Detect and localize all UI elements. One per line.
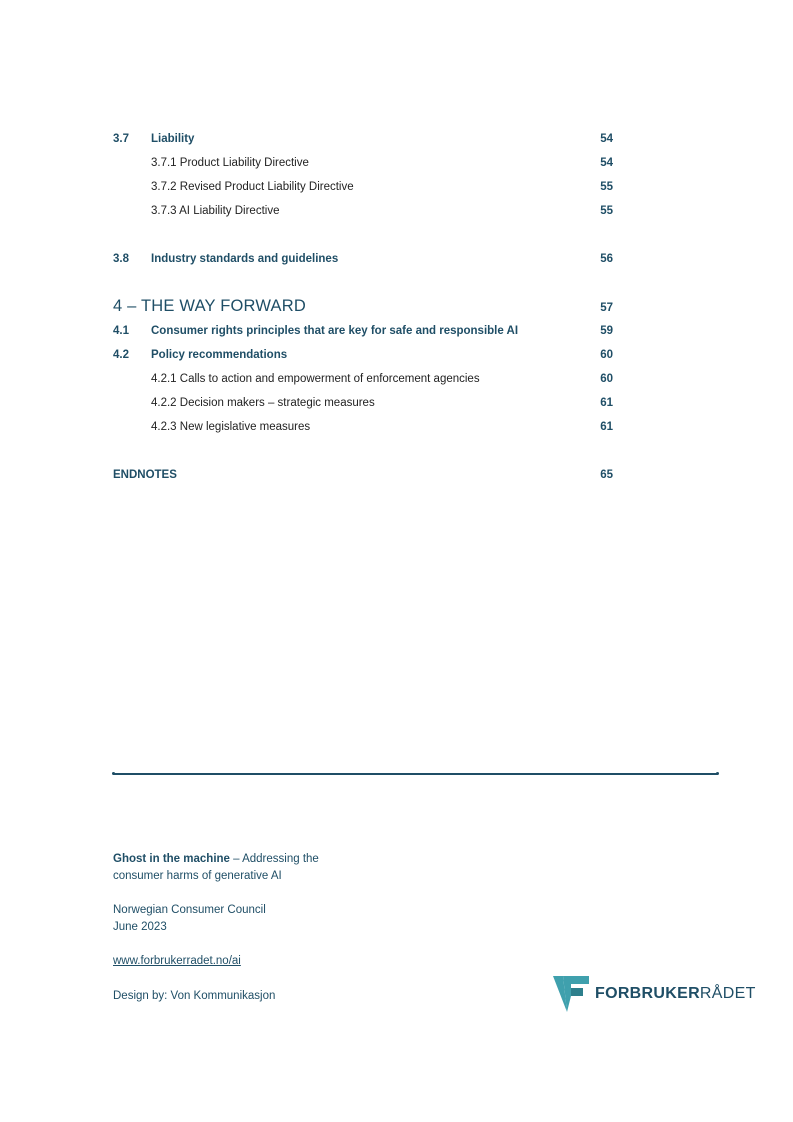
toc-label: 3.7.1 Product Liability Directive [151,157,309,169]
forbrukerradet-logo [553,974,756,1014]
toc-entry-3-7-1[interactable] [113,155,613,171]
logo-word-light: RÅDET [699,985,756,1002]
toc-label: Industry standards and guidelines [151,253,339,265]
toc-entry-4-2-3[interactable] [113,419,613,435]
toc-entry-4-2-2[interactable] [113,395,613,411]
toc-label: ENDNOTES [113,469,177,481]
toc-page: 65 [600,469,613,481]
toc-page: 56 [600,253,613,265]
toc-page: 55 [600,181,613,193]
toc-entry-4-1[interactable] [113,323,613,339]
logo-wordmark [595,985,756,1003]
toc-label: 4.2.3 New legislative measures [151,421,311,433]
toc-page: 60 [600,373,613,385]
toc-entry-3-7[interactable] [113,131,613,147]
toc-number: 3.8 [113,253,129,265]
toc-label: 3.7.2 Revised Product Liability Directive [151,181,354,193]
website-link[interactable]: www.forbrukerradet.no/ai [113,955,241,967]
toc-chapter-4[interactable] [113,295,613,317]
toc-number: 4.1 [113,325,129,337]
report-title-rest: – Addressing the [229,853,319,865]
toc-page: 60 [600,349,613,361]
toc-entry-3-8[interactable] [113,251,613,267]
divider [113,773,718,775]
publication-date: June 2023 [113,920,167,933]
toc-label: Consumer rights principles that are key for safe and responsible AI [151,325,519,337]
toc-page: 61 [600,397,613,409]
report-title-bold: Ghost in the machine [113,853,230,865]
toc-number: 4.2 [113,349,129,361]
toc-number: 3.7 [113,133,129,145]
toc-page: 61 [600,421,613,433]
design-credit: Design by: Von Kommunikasjon [113,989,276,1002]
toc-page: 54 [600,157,613,169]
logo-word-bold: FORBRUKER [595,985,700,1002]
toc-page: 54 [600,133,613,145]
toc-label: Liability [151,133,195,145]
toc-page: 59 [600,325,613,337]
toc-page: 55 [600,205,613,217]
report-title [113,851,319,868]
organization: Norwegian Consumer Council [113,904,266,916]
toc-label: 4.2.1 Calls to action and empowerment of enforcement agencies [151,373,480,385]
toc-label: 4.2.2 Decision makers – strategic measures [151,397,375,409]
report-title-line2: consumer harms of generative AI [113,869,282,882]
toc-endnotes[interactable] [113,467,613,483]
toc-label: Policy recommendations [151,349,288,361]
toc-page: 57 [600,302,613,314]
toc-entry-3-7-2[interactable] [113,179,613,195]
toc-label: 3.7.3 AI Liability Directive [151,205,280,217]
toc-entry-3-7-3[interactable] [113,203,613,219]
toc-entry-4-2-1[interactable] [113,371,613,387]
logo-mark-icon [553,974,591,1014]
colophon [113,851,319,1004]
toc-entry-4-2[interactable] [113,347,613,363]
toc-chapter-label: 4 – THE WAY FORWARD [113,297,306,315]
